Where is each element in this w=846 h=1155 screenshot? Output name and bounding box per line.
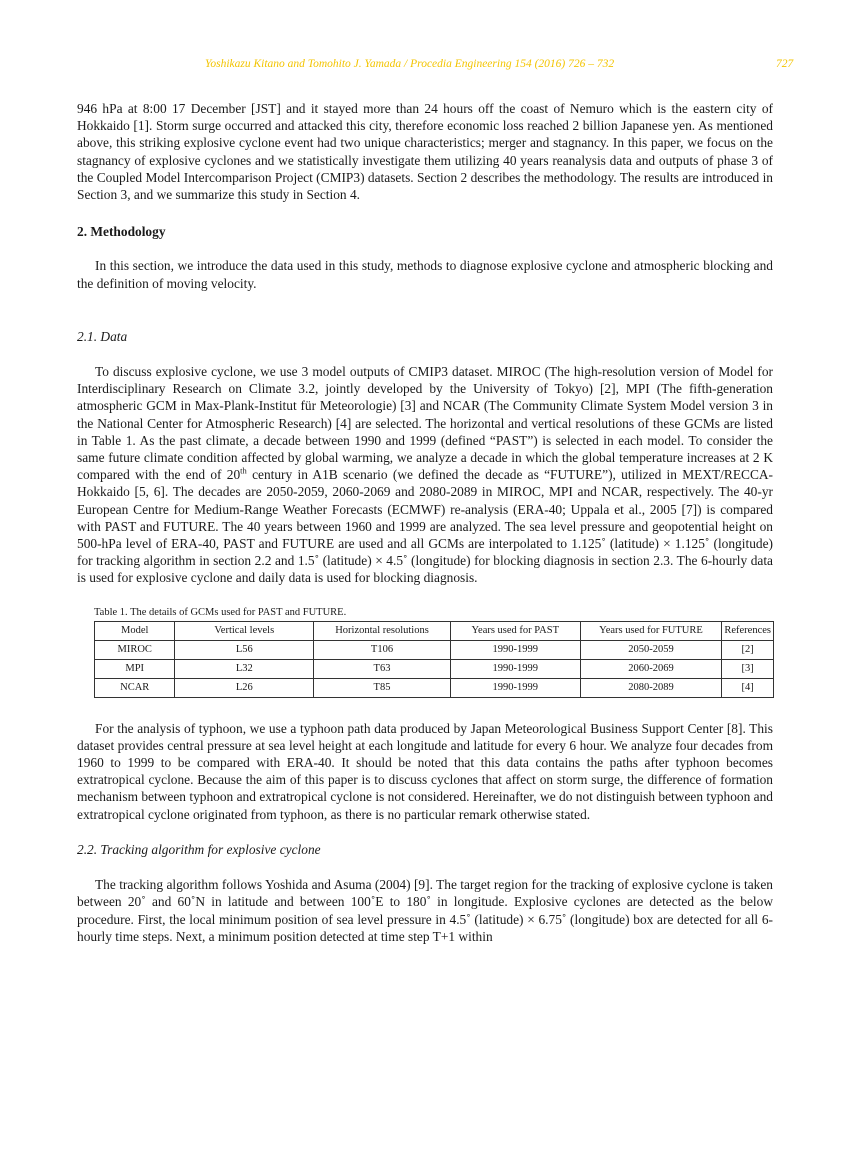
table-cell: [2] bbox=[722, 640, 774, 659]
data-paragraph-part-b: century in A1B scenario (we defined the decade as “FUTURE”), utilized in MEXT/RECCA-Hokkaido [5, 6]. The decades are 2050-2059, 2060-2069 and 2080-2089 in MIROC, MPI and NCAR, respectively. The 40-yr European Centre for Medium-Range Weather Forecasts (ECMWF) re-analysis (ERA-40; Uppala et al., 2005 [7]) is compared with PAST and FUTURE. The 40 years between 1960 and 1999 are analyzed. The sea level pressure and geopotential height on 500-hPa level of ERA-40, PAST and FUTURE are used and all GCMs are interpolated to 1.125˚ (latitude) × 1.125˚ (longitude) for tracking algorithm in section 2.2 and 1.5˚ (latitude) × 4.5˚ (longitude) for blocking diagnosis in section 2.3. The 6-hourly data is used for explosive cyclone and daily data is used for blocking diagnosis. bbox=[77, 467, 774, 586]
table-cell: T63 bbox=[314, 659, 451, 678]
table-header-cell: Vertical levels bbox=[175, 621, 314, 640]
table-caption: Table 1. The details of GCMs used for PAST and FUTURE. bbox=[94, 606, 347, 618]
data-paragraph-part-a: To discuss explosive cyclone, we use 3 model outputs of CMIP3 dataset. MIROC (The high-resolution version of Model for Interdisciplinary Research on Climate 3.2, jointly developed by the University of Tokyo) [2], MPI (The fifth-generation atmospheric GCM in Max-Plank-Institut für Meteorologie) [3] and NCAR (The Community Climate System Model version 3 in the National Center for Atmospheric Research) [4] are selected. The horizontal and vertical resolutions of these GCMs are listed in Table 1. As the past climate, a decade between 1990 and 1999 (defined “PAST”) is selected in each model. To consider the same future climate condition affected by global warming, we analyze a decade in which the global temperature increases at 2 K compared with the end of 20 bbox=[77, 364, 773, 483]
subsection-heading-tracking: 2.2. Tracking algorithm for explosive cyclone bbox=[77, 841, 321, 857]
data-paragraph bbox=[77, 363, 773, 587]
table-cell: [4] bbox=[722, 678, 774, 697]
table-cell: 2060-2069 bbox=[580, 659, 722, 678]
table-cell: MIROC bbox=[95, 640, 175, 659]
table-cell: L56 bbox=[175, 640, 314, 659]
table-cell: 1990-1999 bbox=[450, 659, 580, 678]
table-header-cell: Years used for FUTURE bbox=[580, 621, 722, 640]
table-cell: L26 bbox=[175, 678, 314, 697]
table-row bbox=[95, 640, 774, 659]
running-title: Yoshikazu Kitano and Tomohito J. Yamada / Procedia Engineering 154 (2016) 726 – 732 bbox=[205, 58, 615, 70]
table-cell: 1990-1999 bbox=[450, 678, 580, 697]
methodology-paragraph: In this section, we introduce the data used in this study, methods to diagnose explosive cyclone and atmospheric blocking and the definition of moving velocity. bbox=[77, 258, 773, 291]
page-number: 727 bbox=[776, 58, 794, 70]
subsection-heading-data: 2.1. Data bbox=[77, 328, 128, 344]
table-cell: [3] bbox=[722, 659, 774, 678]
gcm-table bbox=[94, 621, 774, 698]
table-cell: L32 bbox=[175, 659, 314, 678]
table-header-cell: References bbox=[722, 621, 774, 640]
intro-paragraph: 946 hPa at 8:00 17 December [JST] and it stayed more than 24 hours off the coast of Nemuro which is the eastern city of Hokkaido [1]. Storm surge occurred and attacked this city, therefore economic loss reached 2 billion Japanese yen. As mentioned above, this striking explosive cyclone event had two unique characteristics; merger and stagnancy. In this paper, we focus on the stagnancy of explosive cyclones and we statistically investigate them utilizing 40 years reanalysis data and outputs of phase 3 of the Coupled Model Intercomparison Project (CMIP3) datasets. Section 2 describes the methodology. The results are introduced in Section 3, and we summarize this study in Section 4. bbox=[77, 101, 773, 203]
table-cell: 2080-2089 bbox=[580, 678, 722, 697]
table-header-row bbox=[95, 621, 774, 640]
tracking-paragraph: The tracking algorithm follows Yoshida and Asuma (2004) [9]. The target region for the tracking of explosive cyclone is taken between 20˚ and 60˚N in latitude and between 100˚E to 180˚ in longitude. Explosive cyclones are detected as the below procedure. First, the local minimum position of sea level pressure in 4.5˚ (latitude) × 6.75˚ (longitude) box are detected for all 6-hourly time steps. Next, a minimum position detected at time step T+1 within bbox=[77, 877, 773, 944]
table-row bbox=[95, 659, 774, 678]
table-header-cell: Horizontal resolutions bbox=[314, 621, 451, 640]
table-header-cell: Years used for PAST bbox=[450, 621, 580, 640]
table-cell: T85 bbox=[314, 678, 451, 697]
table-cell: MPI bbox=[95, 659, 175, 678]
superscript-th: th bbox=[240, 465, 247, 476]
table-cell: T106 bbox=[314, 640, 451, 659]
article-body bbox=[77, 100, 773, 945]
section-heading-methodology: 2. Methodology bbox=[77, 224, 166, 240]
table-cell: 2050-2059 bbox=[580, 640, 722, 659]
running-header bbox=[0, 58, 846, 74]
typhoon-paragraph: For the analysis of typhoon, we use a typhoon path data produced by Japan Meteorological Business Support Center [8]. This dataset provides central pressure at sea level height at each longitude and latitude for every 6 hour. We analyze four decades from 1960 to 1999 to be compared with ERA-40. It should be noted that this data contains the paths after typhoon becomes extratropical cyclone. Because the aim of this paper is to discuss cyclones that affect on storm surge, the difference of formation mechanism between typhoon and extratropical cyclone is not considered. Hereinafter, we do not distinguish between typhoon and extratropical cyclone originated from typhoon, as there is no particular remark otherwise stated. bbox=[77, 720, 773, 822]
table-cell: NCAR bbox=[95, 678, 175, 697]
table-header-cell: Model bbox=[95, 621, 175, 640]
table-row bbox=[95, 678, 774, 697]
table-cell: 1990-1999 bbox=[450, 640, 580, 659]
